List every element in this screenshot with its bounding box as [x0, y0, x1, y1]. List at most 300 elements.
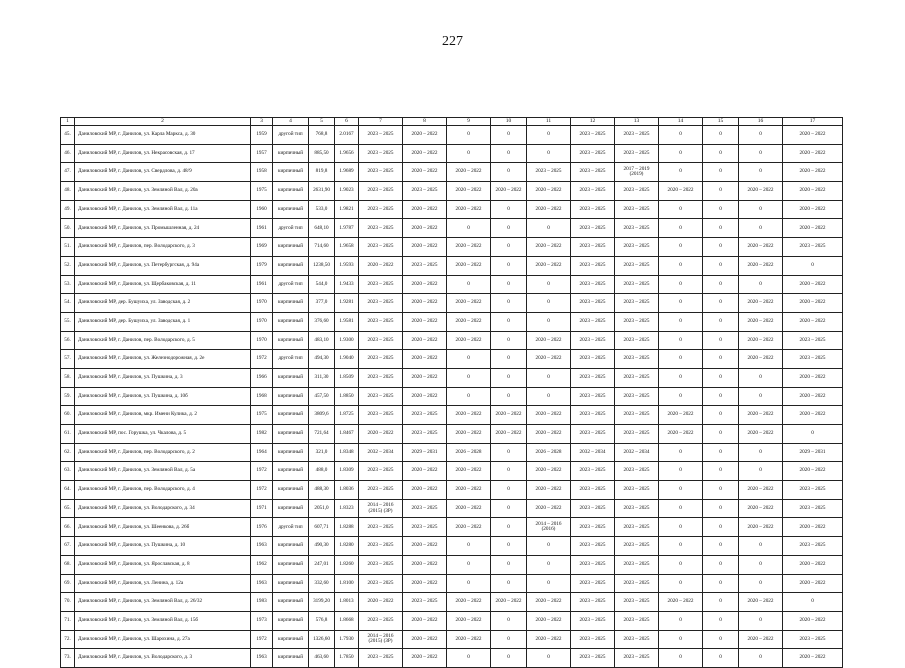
period-basement-cell: 2020 – 2022 — [739, 425, 783, 444]
period-heat-cell: 0 — [491, 649, 527, 668]
address-cell: Даниловский МР, г. Данилов, пер. Володарского, д. 2 — [75, 443, 251, 462]
area-cell: 377,0 — [309, 294, 335, 313]
wall-material-cell: кирпичный — [273, 555, 309, 574]
period-gas-cell: 0 — [659, 443, 703, 462]
period-facade-cell: 2020 – 2022 — [403, 200, 447, 219]
period-gas-cell: 0 — [659, 350, 703, 369]
period-foundation-cell: 2023 – 2025 — [783, 630, 843, 649]
period-cold-water-cell: 2023 – 2025 — [571, 537, 615, 556]
period-power-cell: 0 — [447, 144, 491, 163]
address-cell: Даниловский МР, г. Данилов, ул. Карла Маркса, д. 30 — [75, 126, 251, 145]
period-elevator-cell: 0 — [703, 126, 739, 145]
year-built-cell: 1983 — [251, 593, 273, 612]
period-sewer-cell: 2023 – 2025 — [615, 574, 659, 593]
period-gas-cell: 0 — [659, 518, 703, 537]
period-elevator-cell: 0 — [703, 574, 739, 593]
period-foundation-cell: 2023 – 2025 — [783, 499, 843, 518]
period-power-cell: 2020 – 2022 — [447, 163, 491, 182]
period-sewer-cell: 2023 – 2025 — [615, 238, 659, 257]
period-roof-cell: 2023 – 2025 — [359, 406, 403, 425]
year-built-cell: 1961 — [251, 275, 273, 294]
year-built-cell: 1971 — [251, 499, 273, 518]
period-hot-water-cell: 0 — [527, 294, 571, 313]
period-hot-water-cell: 0 — [527, 537, 571, 556]
index-cell: 1.8323 — [335, 499, 359, 518]
index-cell: 1.8850 — [335, 387, 359, 406]
period-foundation-cell: 2020 – 2022 — [783, 387, 843, 406]
index-cell: 1.9281 — [335, 294, 359, 313]
period-cold-water-cell: 2023 – 2025 — [571, 163, 615, 182]
year-built-cell: 1972 — [251, 630, 273, 649]
year-built-cell: 1972 — [251, 481, 273, 500]
period-cold-water-cell: 2023 – 2025 — [571, 481, 615, 500]
area-cell: 463,60 — [309, 649, 335, 668]
period-sewer-cell: 2023 – 2025 — [615, 200, 659, 219]
area-cell: 721,64 — [309, 425, 335, 444]
period-facade-cell: 2020 – 2022 — [403, 481, 447, 500]
period-sewer-cell: 2023 – 2025 — [615, 331, 659, 350]
area-cell: 576,8 — [309, 611, 335, 630]
row-number-cell: 64. — [61, 481, 75, 500]
index-cell: 1.8280 — [335, 537, 359, 556]
wall-material-cell: кирпичный — [273, 593, 309, 612]
area-cell: 1238,50 — [309, 256, 335, 275]
index-cell: 1.8036 — [335, 481, 359, 500]
period-elevator-cell: 0 — [703, 630, 739, 649]
period-basement-cell: 0 — [739, 555, 783, 574]
period-heat-cell: 0 — [491, 481, 527, 500]
period-elevator-cell: 0 — [703, 219, 739, 238]
period-foundation-cell: 0 — [783, 256, 843, 275]
row-number-cell: 49. — [61, 200, 75, 219]
period-roof-cell: 2023 – 2025 — [359, 518, 403, 537]
period-facade-cell: 2020 – 2022 — [403, 368, 447, 387]
period-hot-water-cell: 2020 – 2022 — [527, 331, 571, 350]
period-sewer-cell: 2023 – 2025 — [615, 499, 659, 518]
address-cell: Даниловский МР, г. Данилов, ул. Петербургская, д. 94а — [75, 256, 251, 275]
period-hot-water-cell: 0 — [527, 275, 571, 294]
period-roof-cell: 2023 – 2025 — [359, 462, 403, 481]
period-cold-water-cell: 2023 – 2025 — [571, 630, 615, 649]
period-sewer-cell: 2023 – 2025 — [615, 387, 659, 406]
period-elevator-cell: 0 — [703, 649, 739, 668]
period-gas-cell: 0 — [659, 537, 703, 556]
period-elevator-cell: 0 — [703, 387, 739, 406]
period-gas-cell: 0 — [659, 294, 703, 313]
row-number-cell: 58. — [61, 368, 75, 387]
period-hot-water-cell: 0 — [527, 219, 571, 238]
period-basement-cell: 2020 – 2022 — [739, 256, 783, 275]
row-number-cell: 70. — [61, 593, 75, 612]
period-facade-cell: 2020 – 2022 — [403, 312, 447, 331]
period-foundation-cell: 0 — [783, 593, 843, 612]
period-cold-water-cell: 2023 – 2025 — [571, 649, 615, 668]
period-sewer-cell: 2023 – 2025 — [615, 144, 659, 163]
period-facade-cell: 2020 – 2022 — [403, 219, 447, 238]
index-cell: 1.9040 — [335, 350, 359, 369]
period-cold-water-cell: 2023 – 2025 — [571, 256, 615, 275]
period-foundation-cell: 2020 – 2022 — [783, 518, 843, 537]
period-facade-cell: 2020 – 2022 — [403, 238, 447, 257]
period-facade-cell: 2023 – 2025 — [403, 425, 447, 444]
period-basement-cell: 0 — [739, 200, 783, 219]
address-cell: Даниловский МР, г. Данилов, мкр. Имени Кулика, д. 2 — [75, 406, 251, 425]
period-hot-water-cell: 0 — [527, 368, 571, 387]
period-cold-water-cell: 2023 – 2025 — [571, 294, 615, 313]
period-facade-cell: 2020 – 2022 — [403, 144, 447, 163]
index-cell: 1.9433 — [335, 275, 359, 294]
period-cold-water-cell: 2023 – 2025 — [571, 518, 615, 537]
year-built-cell: 1969 — [251, 238, 273, 257]
year-built-cell: 1975 — [251, 406, 273, 425]
wall-material-cell: кирпичный — [273, 294, 309, 313]
period-cold-water-cell: 2023 – 2025 — [571, 387, 615, 406]
index-cell: 1.9581 — [335, 312, 359, 331]
row-number-cell: 46. — [61, 144, 75, 163]
address-cell: Даниловский МР, г. Данилов, ул. Пушкина, д. 10 — [75, 537, 251, 556]
row-number-cell: 54. — [61, 294, 75, 313]
address-cell: Даниловский МР, г. Данилов, ул. Ярославская, д. 8 — [75, 555, 251, 574]
row-number-cell: 66. — [61, 518, 75, 537]
year-built-cell: 1970 — [251, 294, 273, 313]
header-cell: 11 — [527, 118, 571, 126]
wall-material-cell: другой тип — [273, 126, 309, 145]
header-cell: 14 — [659, 118, 703, 126]
period-hot-water-cell: 2020 – 2022 — [527, 406, 571, 425]
period-elevator-cell: 0 — [703, 593, 739, 612]
header-cell: 16 — [739, 118, 783, 126]
period-gas-cell: 0 — [659, 574, 703, 593]
period-gas-cell: 0 — [659, 630, 703, 649]
period-basement-cell: 2020 – 2022 — [739, 481, 783, 500]
row-number-cell: 52. — [61, 256, 75, 275]
area-cell: 2631,90 — [309, 182, 335, 201]
period-facade-cell: 2020 – 2022 — [403, 126, 447, 145]
wall-material-cell: кирпичный — [273, 387, 309, 406]
period-cold-water-cell: 2023 – 2025 — [571, 593, 615, 612]
period-basement-cell: 0 — [739, 387, 783, 406]
period-cold-water-cell: 2023 – 2025 — [571, 275, 615, 294]
period-cold-water-cell: 2023 – 2025 — [571, 611, 615, 630]
period-cold-water-cell: 2023 – 2025 — [571, 425, 615, 444]
year-built-cell: 1963 — [251, 574, 273, 593]
period-sewer-cell: 2023 – 2025 — [615, 350, 659, 369]
period-basement-cell: 2020 – 2022 — [739, 238, 783, 257]
period-hot-water-cell: 2026 – 2028 — [527, 443, 571, 462]
wall-material-cell: кирпичный — [273, 462, 309, 481]
row-number-cell: 53. — [61, 275, 75, 294]
index-cell: 1.9023 — [335, 182, 359, 201]
period-gas-cell: 2020 – 2022 — [659, 593, 703, 612]
row-number-cell: 51. — [61, 238, 75, 257]
header-cell: 4 — [273, 118, 309, 126]
table-row — [61, 593, 843, 612]
row-number-cell: 45. — [61, 126, 75, 145]
table-row — [61, 611, 843, 630]
index-cell: 1.8013 — [335, 593, 359, 612]
period-basement-cell: 0 — [739, 163, 783, 182]
area-cell: 544,0 — [309, 275, 335, 294]
period-roof-cell: 2023 – 2025 — [359, 331, 403, 350]
period-basement-cell: 2020 – 2022 — [739, 182, 783, 201]
housing-registry-table — [60, 117, 843, 668]
period-facade-cell: 2020 – 2022 — [403, 574, 447, 593]
index-cell: 1.7930 — [335, 630, 359, 649]
wall-material-cell: кирпичный — [273, 331, 309, 350]
period-sewer-cell: 2017 – 2019 (2019) — [615, 163, 659, 182]
period-cold-water-cell: 2023 – 2025 — [571, 555, 615, 574]
period-power-cell: 2020 – 2022 — [447, 256, 491, 275]
area-cell: 490,30 — [309, 537, 335, 556]
period-foundation-cell: 2023 – 2025 — [783, 331, 843, 350]
row-number-cell: 47. — [61, 163, 75, 182]
period-facade-cell: 2023 – 2025 — [403, 518, 447, 537]
wall-material-cell: кирпичный — [273, 256, 309, 275]
period-hot-water-cell: 2014 – 2016 (2016) — [527, 518, 571, 537]
period-heat-cell: 0 — [491, 611, 527, 630]
row-number-cell: 59. — [61, 387, 75, 406]
period-power-cell: 0 — [447, 555, 491, 574]
period-cold-water-cell: 2023 – 2025 — [571, 312, 615, 331]
table-row — [61, 481, 843, 500]
period-roof-cell: 2023 – 2025 — [359, 481, 403, 500]
period-heat-cell: 2020 – 2022 — [491, 182, 527, 201]
period-gas-cell: 0 — [659, 649, 703, 668]
table-row — [61, 499, 843, 518]
period-cold-water-cell: 2023 – 2025 — [571, 368, 615, 387]
period-power-cell: 2020 – 2022 — [447, 630, 491, 649]
header-cell: 10 — [491, 118, 527, 126]
address-cell: Даниловский МР, пос. Горушка, ул. Чкалова, д. 5 — [75, 425, 251, 444]
row-number-cell: 62. — [61, 443, 75, 462]
period-roof-cell: 2014 – 2016 (2015) (ЗР) — [359, 499, 403, 518]
period-sewer-cell: 2023 – 2025 — [615, 406, 659, 425]
period-heat-cell: 0 — [491, 238, 527, 257]
period-facade-cell: 2020 – 2022 — [403, 537, 447, 556]
period-power-cell: 0 — [447, 350, 491, 369]
year-built-cell: 1957 — [251, 144, 273, 163]
period-cold-water-cell: 2023 – 2025 — [571, 200, 615, 219]
address-cell: Даниловский МР, г. Данилов, ул. Ленина, д. 12а — [75, 574, 251, 593]
period-sewer-cell: 2023 – 2025 — [615, 555, 659, 574]
period-hot-water-cell: 2020 – 2022 — [527, 256, 571, 275]
period-roof-cell: 2014 – 2016 (2015) (ЗР) — [359, 630, 403, 649]
period-sewer-cell: 2023 – 2025 — [615, 462, 659, 481]
period-power-cell: 2020 – 2022 — [447, 462, 491, 481]
wall-material-cell: кирпичный — [273, 630, 309, 649]
period-heat-cell: 0 — [491, 574, 527, 593]
table-row — [61, 518, 843, 537]
period-foundation-cell: 2023 – 2025 — [783, 481, 843, 500]
area-cell: 332,60 — [309, 574, 335, 593]
address-cell: Даниловский МР, г. Данилов, пер. Володарского, д. 5 — [75, 331, 251, 350]
period-basement-cell: 0 — [739, 649, 783, 668]
period-power-cell: 2020 – 2022 — [447, 611, 491, 630]
period-cold-water-cell: 2023 – 2025 — [571, 462, 615, 481]
row-number-cell: 71. — [61, 611, 75, 630]
address-cell: Даниловский МР, дер. Бушуиха, ул. Заводская, д. 2 — [75, 294, 251, 313]
period-facade-cell: 2020 – 2022 — [403, 462, 447, 481]
period-heat-cell: 0 — [491, 443, 527, 462]
period-hot-water-cell: 2020 – 2022 — [527, 593, 571, 612]
period-cold-water-cell: 2023 – 2025 — [571, 219, 615, 238]
period-hot-water-cell: 2020 – 2022 — [527, 238, 571, 257]
wall-material-cell: кирпичный — [273, 163, 309, 182]
period-basement-cell: 0 — [739, 275, 783, 294]
period-elevator-cell: 0 — [703, 294, 739, 313]
period-heat-cell: 0 — [491, 387, 527, 406]
index-cell: 1.9300 — [335, 331, 359, 350]
table-row — [61, 144, 843, 163]
period-gas-cell: 0 — [659, 144, 703, 163]
index-cell: 1.8288 — [335, 518, 359, 537]
period-facade-cell: 2020 – 2022 — [403, 331, 447, 350]
period-sewer-cell: 2023 – 2025 — [615, 312, 659, 331]
year-built-cell: 1960 — [251, 200, 273, 219]
period-gas-cell: 0 — [659, 200, 703, 219]
area-cell: 768,8 — [309, 126, 335, 145]
period-power-cell: 2020 – 2022 — [447, 481, 491, 500]
table-row — [61, 312, 843, 331]
period-foundation-cell: 2020 – 2022 — [783, 275, 843, 294]
period-hot-water-cell: 2023 – 2025 — [527, 163, 571, 182]
period-gas-cell: 0 — [659, 219, 703, 238]
period-basement-cell: 2020 – 2022 — [739, 406, 783, 425]
wall-material-cell: кирпичный — [273, 443, 309, 462]
period-foundation-cell: 2020 – 2022 — [783, 126, 843, 145]
table-row — [61, 350, 843, 369]
period-facade-cell: 2020 – 2022 — [403, 275, 447, 294]
period-hot-water-cell: 2020 – 2022 — [527, 611, 571, 630]
wall-material-cell: кирпичный — [273, 182, 309, 201]
period-gas-cell: 0 — [659, 275, 703, 294]
year-built-cell: 1973 — [251, 611, 273, 630]
table-row — [61, 387, 843, 406]
table-row — [61, 163, 843, 182]
period-elevator-cell: 0 — [703, 350, 739, 369]
area-cell: 483,10 — [309, 331, 335, 350]
header-cell: 17 — [783, 118, 843, 126]
period-basement-cell: 2020 – 2022 — [739, 350, 783, 369]
period-elevator-cell: 0 — [703, 425, 739, 444]
page-number: 227 — [442, 34, 463, 49]
row-number-cell: 61. — [61, 425, 75, 444]
period-foundation-cell: 2020 – 2022 — [783, 462, 843, 481]
period-elevator-cell: 0 — [703, 182, 739, 201]
period-sewer-cell: 2023 – 2025 — [615, 182, 659, 201]
period-foundation-cell: 2020 – 2022 — [783, 294, 843, 313]
address-cell: Даниловский МР, г. Данилов, ул. Шеенкова, д. 26б — [75, 518, 251, 537]
period-cold-water-cell: 2023 – 2025 — [571, 499, 615, 518]
period-cold-water-cell: 2023 – 2025 — [571, 182, 615, 201]
period-sewer-cell: 2023 – 2025 — [615, 294, 659, 313]
period-roof-cell: 2023 – 2025 — [359, 649, 403, 668]
period-heat-cell: 0 — [491, 368, 527, 387]
period-heat-cell: 2020 – 2022 — [491, 406, 527, 425]
address-cell: Даниловский МР, г. Данилов, ул. Земляной Вал, д. 26/32 — [75, 593, 251, 612]
period-facade-cell: 2020 – 2022 — [403, 611, 447, 630]
area-cell: 885,50 — [309, 144, 335, 163]
period-facade-cell: 2023 – 2025 — [403, 499, 447, 518]
index-cell: 1.9658 — [335, 238, 359, 257]
period-gas-cell: 0 — [659, 331, 703, 350]
area-cell: 648,10 — [309, 219, 335, 238]
row-number-cell: 68. — [61, 555, 75, 574]
wall-material-cell: кирпичный — [273, 368, 309, 387]
wall-material-cell: кирпичный — [273, 649, 309, 668]
table-row — [61, 443, 843, 462]
area-cell: 311,30 — [309, 368, 335, 387]
period-facade-cell: 2023 – 2025 — [403, 182, 447, 201]
period-power-cell: 2020 – 2022 — [447, 593, 491, 612]
header-cell: 9 — [447, 118, 491, 126]
wall-material-cell: другой тип — [273, 350, 309, 369]
period-cold-water-cell: 2023 – 2025 — [571, 350, 615, 369]
period-facade-cell: 2023 – 2025 — [403, 256, 447, 275]
period-gas-cell: 0 — [659, 555, 703, 574]
period-heat-cell: 0 — [491, 518, 527, 537]
period-basement-cell: 2020 – 2022 — [739, 294, 783, 313]
period-elevator-cell: 0 — [703, 200, 739, 219]
period-facade-cell: 2020 – 2022 — [403, 350, 447, 369]
index-cell: 1.9821 — [335, 200, 359, 219]
period-heat-cell: 0 — [491, 499, 527, 518]
area-cell: 819,8 — [309, 163, 335, 182]
header-cell: 12 — [571, 118, 615, 126]
period-basement-cell: 0 — [739, 144, 783, 163]
period-hot-water-cell: 0 — [527, 144, 571, 163]
header-cell: 6 — [335, 118, 359, 126]
period-power-cell: 0 — [447, 649, 491, 668]
period-heat-cell: 2020 – 2022 — [491, 425, 527, 444]
period-foundation-cell: 2023 – 2025 — [783, 537, 843, 556]
period-hot-water-cell: 0 — [527, 126, 571, 145]
wall-material-cell: кирпичный — [273, 406, 309, 425]
period-power-cell: 0 — [447, 219, 491, 238]
period-facade-cell: 2029 – 2031 — [403, 443, 447, 462]
year-built-cell: 1976 — [251, 518, 273, 537]
address-cell: Даниловский МР, г. Данилов, ул. Земляной Вал, д. 15б — [75, 611, 251, 630]
period-roof-cell: 2023 – 2025 — [359, 219, 403, 238]
index-cell: 1.9689 — [335, 163, 359, 182]
period-roof-cell: 2020 – 2022 — [359, 593, 403, 612]
period-basement-cell: 2020 – 2022 — [739, 518, 783, 537]
wall-material-cell: кирпичный — [273, 481, 309, 500]
period-power-cell: 2020 – 2022 — [447, 406, 491, 425]
wall-material-cell: другой тип — [273, 518, 309, 537]
period-basement-cell: 0 — [739, 443, 783, 462]
period-heat-cell: 0 — [491, 350, 527, 369]
table-row — [61, 200, 843, 219]
period-foundation-cell: 2020 – 2022 — [783, 649, 843, 668]
period-foundation-cell: 2023 – 2025 — [783, 350, 843, 369]
row-number-cell: 55. — [61, 312, 75, 331]
period-roof-cell: 2023 – 2025 — [359, 555, 403, 574]
period-sewer-cell: 2023 – 2025 — [615, 593, 659, 612]
year-built-cell: 1972 — [251, 350, 273, 369]
header-cell: 1 — [61, 118, 75, 126]
period-sewer-cell: 2023 – 2025 — [615, 481, 659, 500]
header-cell: 5 — [309, 118, 335, 126]
period-basement-cell: 0 — [739, 611, 783, 630]
period-hot-water-cell: 2020 – 2022 — [527, 350, 571, 369]
row-number-cell: 56. — [61, 331, 75, 350]
period-elevator-cell: 0 — [703, 275, 739, 294]
period-elevator-cell: 0 — [703, 312, 739, 331]
address-cell: Даниловский МР, г. Данилов, пер. Володарского, д. 3 — [75, 238, 251, 257]
wall-material-cell: другой тип — [273, 219, 309, 238]
period-cold-water-cell: 2023 – 2025 — [571, 574, 615, 593]
